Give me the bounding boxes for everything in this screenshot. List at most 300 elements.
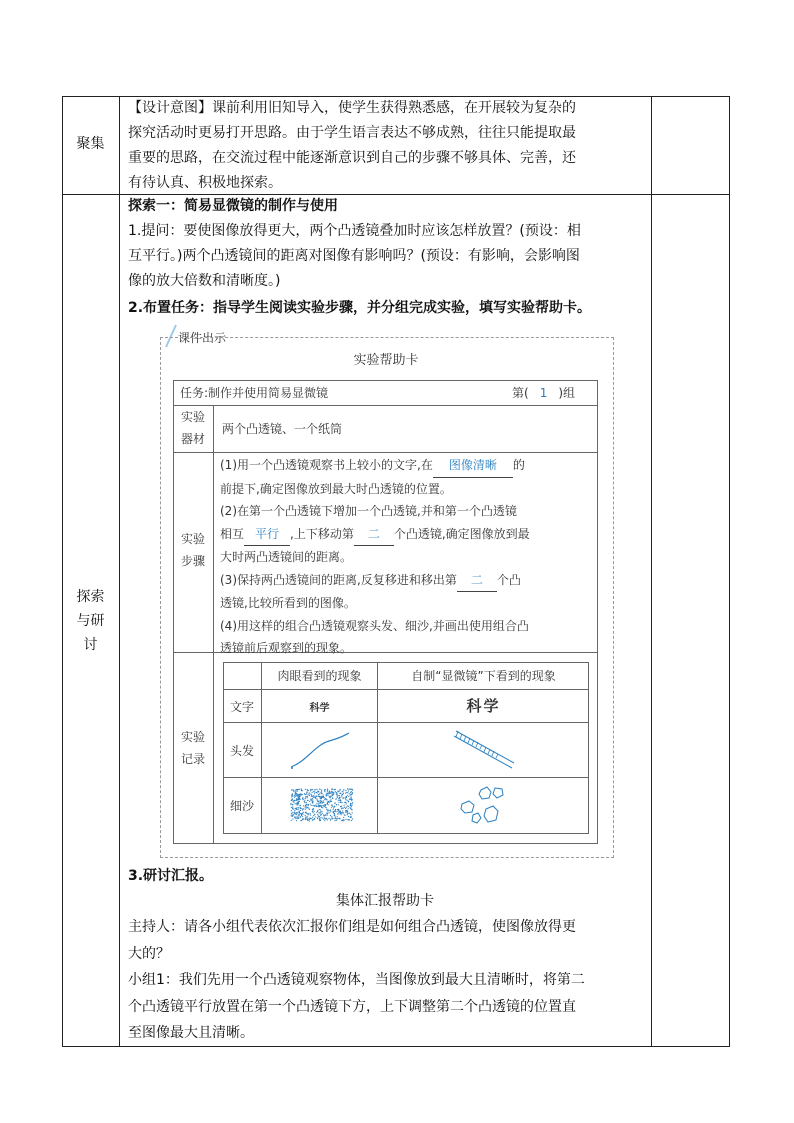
report-title: 集体汇报帮助卡 bbox=[336, 893, 434, 909]
sand-grain bbox=[337, 809, 338, 810]
sand-grain bbox=[347, 792, 348, 793]
sand-grain bbox=[343, 819, 344, 820]
sand-grain bbox=[323, 797, 324, 798]
sand-grain bbox=[323, 794, 324, 795]
record-text-big: 科学 bbox=[466, 697, 501, 715]
sand-grain bbox=[337, 811, 338, 812]
sand-grain bbox=[297, 818, 298, 819]
sand-grain bbox=[291, 820, 292, 821]
sand-grain bbox=[332, 789, 333, 790]
sand-grain bbox=[352, 812, 353, 813]
sand-grain bbox=[327, 815, 328, 816]
sand-grain bbox=[306, 813, 307, 814]
sand-grain bbox=[347, 795, 348, 796]
sand-grain bbox=[302, 794, 303, 795]
sand-grain bbox=[348, 790, 349, 791]
sand-grain bbox=[340, 802, 341, 803]
sand-grain bbox=[310, 794, 311, 795]
sand-grain bbox=[317, 791, 318, 792]
sand-grain bbox=[327, 813, 328, 814]
sand-grain bbox=[291, 814, 292, 815]
sand-grain bbox=[300, 820, 301, 821]
sand-grain bbox=[329, 793, 330, 794]
sand-grain bbox=[335, 820, 336, 821]
sand-grain bbox=[323, 819, 324, 820]
record-row-label: 细沙 bbox=[229, 799, 254, 813]
sand-grain bbox=[295, 808, 296, 809]
step-text: (1)用一个凸透镜观察书上较小的文字,在 bbox=[220, 458, 433, 472]
sand-grain bbox=[311, 818, 312, 819]
sand-grain bbox=[318, 803, 319, 804]
sand-grain bbox=[297, 800, 298, 801]
sand-grain bbox=[342, 802, 343, 803]
sand-grain bbox=[348, 789, 349, 790]
sand-grain bbox=[318, 812, 319, 813]
task-report: 3.研讨汇报。 bbox=[128, 868, 214, 884]
sand-grain bbox=[304, 800, 305, 801]
sand-grain bbox=[331, 793, 332, 794]
sand-grain bbox=[310, 815, 311, 816]
sand-grain bbox=[339, 795, 340, 796]
sand-grain bbox=[340, 800, 341, 801]
materials-text: 两个凸透镜、一个纸筒 bbox=[222, 422, 343, 436]
sand-grain bbox=[321, 811, 322, 812]
sand-grain bbox=[294, 812, 295, 813]
sand-grain bbox=[293, 809, 294, 810]
sand-grain bbox=[296, 803, 297, 804]
design-intent bbox=[128, 96, 648, 196]
sand-grain bbox=[346, 807, 347, 808]
card-title: 实验帮助卡 bbox=[353, 353, 419, 368]
step-text: 前提下,确定图像放到最大时凸透镜的位置。 bbox=[220, 481, 452, 496]
sand-microscope-drawing bbox=[456, 782, 516, 832]
sand-grain bbox=[298, 815, 299, 816]
report-line: 个凸透镜平行放置在第一个凸透镜下方，上下调整第二个凸透镜的位置直 bbox=[128, 998, 576, 1015]
sand-grain bbox=[334, 813, 335, 814]
sand-grain bbox=[315, 806, 316, 807]
design-intent-line: 探究活动时更易打开思路。由于学生语言表达不够成熟，往往只能提取最 bbox=[128, 125, 576, 141]
sand-grain bbox=[300, 810, 301, 811]
record-row-line bbox=[223, 689, 589, 690]
sand-grain bbox=[313, 808, 314, 809]
sand-grain bbox=[294, 810, 295, 811]
sand-grain bbox=[309, 795, 310, 796]
sand-grain bbox=[314, 789, 315, 790]
sand-grain bbox=[329, 812, 330, 813]
sand-grain bbox=[324, 820, 325, 821]
sand-grain bbox=[351, 799, 352, 800]
sand-grain bbox=[330, 797, 331, 798]
sand-grain bbox=[349, 793, 350, 794]
step-text: (2)在第一个凸透镜下增加一个凸透镜,并和第一个凸透镜 bbox=[220, 504, 517, 518]
sand-grain bbox=[298, 789, 299, 790]
sand-grain bbox=[324, 791, 325, 792]
sand-grain bbox=[310, 799, 311, 800]
step-text: 个凸透镜,确定图像放到最 bbox=[393, 526, 530, 541]
sand-grain bbox=[299, 795, 300, 796]
sand-grain bbox=[319, 816, 320, 817]
sand-grain bbox=[351, 806, 352, 807]
step-text: 的 bbox=[512, 458, 525, 472]
sand-grain bbox=[335, 816, 336, 817]
sand-grain bbox=[320, 798, 321, 799]
sand-grain bbox=[295, 790, 296, 791]
sand-grain bbox=[352, 803, 353, 804]
explore-heading: 探索一：简易显微镜的制作与使用 bbox=[128, 198, 338, 214]
sand-grain bbox=[321, 790, 322, 791]
explore-section bbox=[128, 194, 650, 321]
sand-grain bbox=[328, 801, 329, 802]
step-text: 透镜,比较所看到的图像。 bbox=[220, 596, 356, 610]
sand-grain bbox=[310, 789, 311, 790]
sand-grain bbox=[307, 816, 308, 817]
sand-grain bbox=[321, 814, 322, 815]
sand-grain bbox=[316, 798, 317, 799]
sand-grain bbox=[295, 803, 296, 804]
materials-label bbox=[173, 406, 213, 450]
sand-grain bbox=[330, 819, 331, 820]
sand-grain bbox=[295, 818, 296, 819]
design-intent-line: 有待认真、积极地探索。 bbox=[128, 175, 282, 191]
steps-label-line: 实验 bbox=[180, 532, 205, 546]
sand-grain bbox=[340, 811, 341, 812]
report-dialogue bbox=[128, 914, 650, 1047]
sand-grain bbox=[340, 812, 341, 813]
sand-grain bbox=[348, 796, 349, 797]
sand-grain bbox=[328, 818, 329, 819]
sand-grain bbox=[343, 808, 344, 809]
sand-grain bbox=[331, 801, 332, 802]
sand-grain bbox=[327, 791, 328, 792]
sand-grain bbox=[334, 789, 335, 790]
sand-grain bbox=[297, 790, 298, 791]
sand-grain bbox=[328, 804, 329, 805]
sand-grain bbox=[345, 802, 346, 803]
sand-grain bbox=[307, 789, 308, 790]
sand-grain bbox=[336, 792, 337, 793]
sand-grain bbox=[320, 820, 321, 821]
sand-grain bbox=[313, 819, 314, 820]
sand-grain bbox=[291, 810, 292, 811]
task-instruction: 2.布置任务：指导学生阅读实验步骤，并分组完成实验，填写实验帮助卡。 bbox=[128, 300, 592, 316]
sand-grain bbox=[330, 799, 331, 800]
card-task: 任务:制作并使用简易显微镜 bbox=[180, 386, 329, 400]
sand-grain bbox=[295, 794, 296, 795]
sand-grain bbox=[305, 819, 306, 820]
sand-grain bbox=[306, 793, 307, 794]
sand-grain bbox=[333, 812, 334, 813]
step3-fill: 二 bbox=[457, 569, 497, 593]
sand-grain bbox=[307, 817, 308, 818]
sand-grain bbox=[290, 803, 291, 804]
sand-grain bbox=[332, 792, 333, 793]
sand-grain bbox=[348, 806, 349, 807]
sand-grain bbox=[316, 803, 317, 804]
sand-grain bbox=[346, 803, 347, 804]
card-group bbox=[512, 382, 575, 404]
sand-grain bbox=[332, 806, 333, 807]
sand-grain bbox=[295, 792, 296, 793]
sand-grain bbox=[315, 804, 316, 805]
sand-grain bbox=[320, 800, 321, 801]
sand-grain bbox=[306, 804, 307, 805]
sand-grain bbox=[326, 818, 327, 819]
sand-grain bbox=[311, 795, 312, 796]
sand-grain bbox=[311, 789, 312, 790]
sand-grain bbox=[290, 804, 291, 805]
sand-grain bbox=[318, 794, 319, 795]
sand-grain bbox=[330, 815, 331, 816]
sand-grain bbox=[313, 812, 314, 813]
sand-grain bbox=[302, 797, 303, 798]
sand-grain bbox=[350, 792, 351, 793]
sand-grain bbox=[296, 800, 297, 801]
card-row-line bbox=[173, 405, 598, 406]
sand-grain bbox=[297, 813, 298, 814]
sand-grain bbox=[323, 796, 324, 797]
sand-grain bbox=[324, 789, 325, 790]
sand-grain bbox=[339, 818, 340, 819]
sand-grain bbox=[294, 795, 295, 796]
sand-grain bbox=[299, 801, 300, 802]
sand-grain bbox=[349, 813, 350, 814]
sand-grain bbox=[335, 791, 336, 792]
sand-grain bbox=[343, 789, 344, 790]
step-text: (4)用这样的组合凸透镜观察头发、细沙,并画出使用组合凸 bbox=[220, 618, 529, 633]
sand-grain bbox=[341, 820, 342, 821]
sand-grain bbox=[343, 797, 344, 798]
sand-grain bbox=[347, 814, 348, 815]
sand-grain bbox=[291, 796, 292, 797]
sand-grain bbox=[339, 790, 340, 791]
sand-grain bbox=[324, 806, 325, 807]
record-label bbox=[173, 726, 213, 770]
sand-grain bbox=[299, 798, 300, 799]
sand-grain bbox=[334, 815, 335, 816]
sand-grain bbox=[319, 796, 320, 797]
sand-grain bbox=[291, 815, 292, 816]
sand-grain bbox=[312, 789, 313, 790]
sand-grain bbox=[324, 804, 325, 805]
sand-grain bbox=[322, 813, 323, 814]
sand-grain bbox=[350, 789, 351, 790]
sand-grain bbox=[320, 805, 321, 806]
sand-grain bbox=[301, 813, 302, 814]
design-intent-line: 课前利用旧知导入，使学生获得熟悉感，在开展较为复杂的 bbox=[212, 100, 576, 116]
sand-grain bbox=[345, 811, 346, 812]
sand-grain bbox=[352, 802, 353, 803]
sand-grain bbox=[342, 794, 343, 795]
sand-grain bbox=[319, 809, 320, 810]
steps-text bbox=[220, 454, 595, 660]
sand-grain bbox=[297, 816, 298, 817]
sand-grain bbox=[308, 790, 309, 791]
sand-grain bbox=[340, 793, 341, 794]
sand-grain bbox=[333, 794, 334, 795]
row-label-focus: 聚集 bbox=[76, 136, 105, 152]
sand-grain bbox=[296, 804, 297, 805]
card-table-bottom bbox=[173, 843, 598, 844]
sand-naked-eye-drawing bbox=[289, 787, 355, 823]
sand-grain bbox=[318, 806, 319, 807]
sand-grain bbox=[312, 817, 313, 818]
sand-grain bbox=[314, 805, 315, 806]
sand-grain bbox=[305, 809, 306, 810]
sand-grain bbox=[292, 815, 293, 816]
sand-grain bbox=[328, 795, 329, 796]
step2-fill-parallel: 平行 bbox=[244, 523, 290, 547]
sand-grain bbox=[333, 809, 334, 810]
sand-grain bbox=[314, 797, 315, 798]
sand-grain bbox=[328, 810, 329, 811]
sand-grain bbox=[351, 809, 352, 810]
record-table bbox=[223, 662, 589, 834]
sand-grain bbox=[350, 796, 351, 797]
sand-grain bbox=[307, 796, 308, 797]
sand-grain bbox=[309, 819, 310, 820]
sand-grain bbox=[312, 800, 313, 801]
sand-grain bbox=[297, 794, 298, 795]
sand-grain bbox=[333, 807, 334, 808]
sand-grain bbox=[337, 816, 338, 817]
question-line: 1.提问：要使图像放得更大，两个凸透镜叠加时应该怎样放置？(预设：相 bbox=[128, 223, 581, 239]
sand-grain bbox=[292, 818, 293, 819]
sand-grain bbox=[321, 801, 322, 802]
sand-grain bbox=[320, 792, 321, 793]
sand-grain bbox=[291, 789, 292, 790]
report-line: 大的？ bbox=[128, 945, 170, 962]
sand-grain bbox=[304, 802, 305, 803]
sand-grain bbox=[337, 813, 338, 814]
sand-grain bbox=[352, 789, 353, 790]
sand-grain bbox=[345, 798, 346, 799]
sand-grain bbox=[293, 791, 294, 792]
sand-grain bbox=[341, 806, 342, 807]
sand-grain bbox=[329, 810, 330, 811]
sand-grain bbox=[344, 805, 345, 806]
sand-grain bbox=[298, 807, 299, 808]
sand-grain bbox=[292, 796, 293, 797]
record-row-label: 文字 bbox=[229, 700, 254, 714]
sand-grain bbox=[327, 819, 328, 820]
sand-grain bbox=[298, 809, 299, 810]
sand-grain bbox=[336, 798, 337, 799]
row-label-explore-line: 与研 bbox=[76, 613, 105, 629]
sand-grain bbox=[302, 809, 303, 810]
sand-grain bbox=[338, 804, 339, 805]
sand-grain bbox=[312, 801, 313, 802]
sand-grain bbox=[299, 794, 300, 795]
card-group-value: 1 bbox=[539, 386, 548, 400]
sand-grain bbox=[350, 795, 351, 796]
record-header-naked-eye: 肉眼看到的现象 bbox=[277, 669, 362, 683]
sand-grain bbox=[338, 798, 339, 799]
sand-grain bbox=[338, 802, 339, 803]
sand-grain bbox=[351, 793, 352, 794]
sand-grain bbox=[352, 792, 353, 793]
sand-grain bbox=[327, 789, 328, 790]
sand-grain bbox=[345, 808, 346, 809]
sand-grain bbox=[301, 808, 302, 809]
question-line: 像的放大倍数和清晰度。) bbox=[128, 273, 281, 289]
sand-grain bbox=[308, 800, 309, 801]
report-line: 至图像最大且清晰。 bbox=[128, 1025, 254, 1041]
step-text: ,上下移动第 bbox=[290, 526, 354, 541]
sand-grain bbox=[347, 811, 348, 812]
sand-grain bbox=[338, 800, 339, 801]
sand-grain bbox=[324, 799, 325, 800]
sand-grain bbox=[306, 792, 307, 793]
sand-grain bbox=[348, 816, 349, 817]
sand-grain bbox=[292, 799, 293, 800]
sand-grain bbox=[332, 795, 333, 796]
sand-grain bbox=[335, 810, 336, 811]
sand-grain bbox=[323, 805, 324, 806]
sand-grain bbox=[301, 789, 302, 790]
sand-grain bbox=[300, 793, 301, 794]
sand-grain bbox=[329, 802, 330, 803]
sand-grain bbox=[344, 819, 345, 820]
sand-grain bbox=[343, 791, 344, 792]
sand-grain bbox=[299, 813, 300, 814]
sand-grain bbox=[345, 819, 346, 820]
sand-grain bbox=[308, 805, 309, 806]
sand-grain bbox=[310, 813, 311, 814]
sand-grain bbox=[299, 811, 300, 812]
record-row-line bbox=[223, 777, 589, 778]
row-label-explore-line: 讨 bbox=[83, 637, 98, 653]
sand-grain bbox=[331, 807, 332, 808]
sand-grain bbox=[344, 814, 345, 815]
sand-grain bbox=[335, 811, 336, 812]
sand-grain bbox=[325, 814, 326, 815]
sand-grain bbox=[320, 817, 321, 818]
record-label-line: 记录 bbox=[180, 752, 205, 766]
sand-grain bbox=[320, 811, 321, 812]
sand-grain bbox=[326, 794, 327, 795]
sand-grain bbox=[338, 813, 339, 814]
sand-grain bbox=[296, 809, 297, 810]
sand-grain bbox=[317, 814, 318, 815]
sand-grain bbox=[335, 789, 336, 790]
sand-grain bbox=[345, 790, 346, 791]
sand-grain bbox=[342, 791, 343, 792]
sand-grain bbox=[305, 815, 306, 816]
sand-grain bbox=[298, 804, 299, 805]
step-text: 相互 bbox=[220, 526, 245, 541]
sand-grain bbox=[349, 807, 350, 808]
sand-grain bbox=[312, 805, 313, 806]
sand-grain bbox=[311, 799, 312, 800]
sand-grain bbox=[312, 792, 313, 793]
sand-grain bbox=[295, 817, 296, 818]
sand-grain bbox=[313, 791, 314, 792]
sand-grain bbox=[304, 801, 305, 802]
record-header-microscope: 自制“显微镜”下看到的现象 bbox=[411, 669, 556, 683]
courseware-label: 课件出示 bbox=[178, 331, 227, 345]
sand-grain bbox=[303, 805, 304, 806]
sand-grain bbox=[351, 820, 352, 821]
sand-grain bbox=[337, 795, 338, 796]
sand-grain bbox=[316, 789, 317, 790]
sand-grain bbox=[312, 802, 313, 803]
sand-grain bbox=[299, 805, 300, 806]
sand-grain bbox=[325, 807, 326, 808]
sand-grain bbox=[302, 814, 303, 815]
sand-grain bbox=[331, 816, 332, 817]
sand-grain bbox=[336, 820, 337, 821]
sand-grain bbox=[348, 808, 349, 809]
